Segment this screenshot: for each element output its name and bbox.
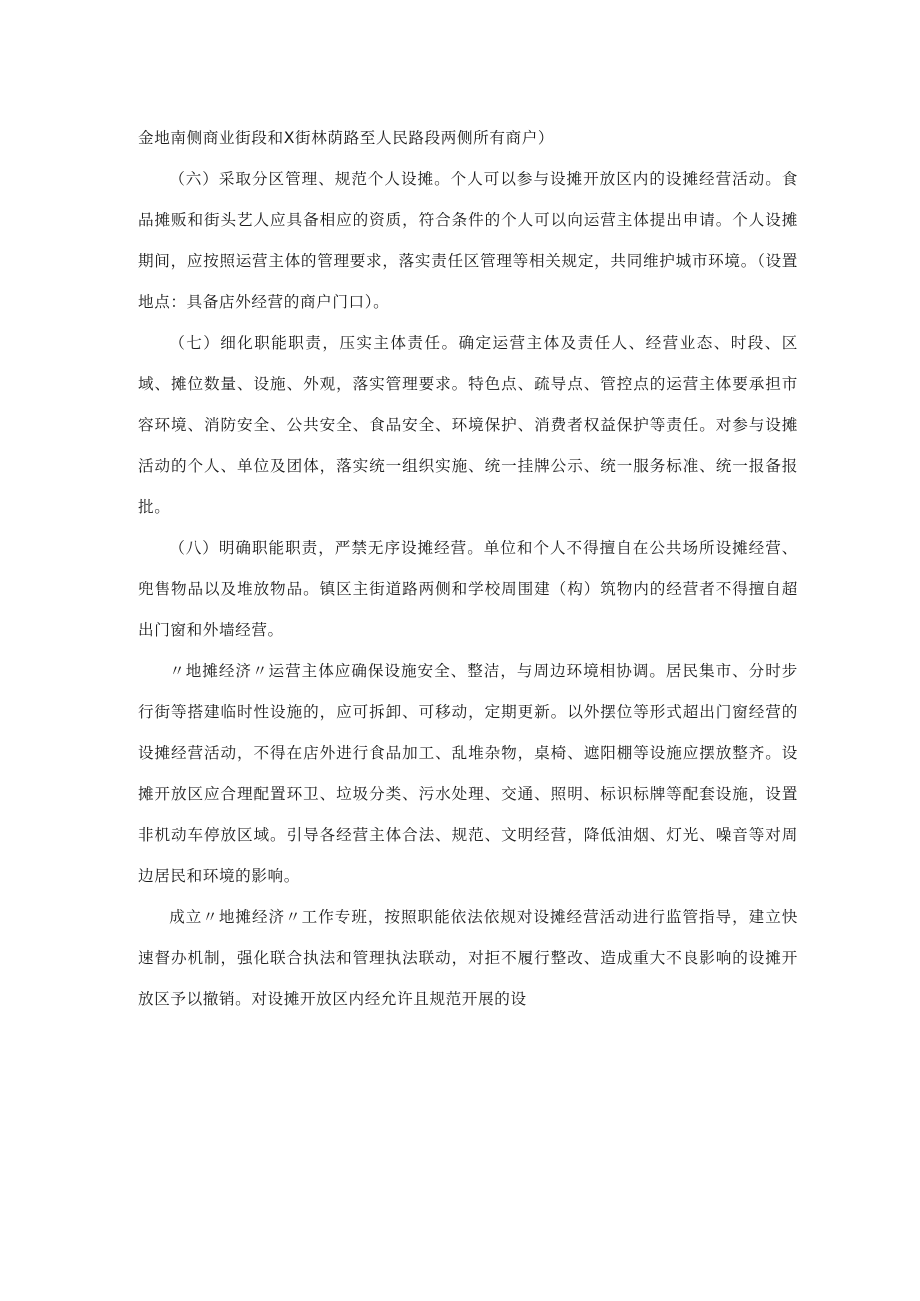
paragraph-continuation: 金地南侧商业街段和X街林荫路至人民路段两侧所有商户） [138, 129, 555, 147]
paragraph-item-7: （七）细化职能职责，压实主体责任。确定运营主体及责任人、经营业态、时段、区域、摊位数量、设施、外观，落实管理要求。特色点、疏导点、管控点的运营主体要承担市容环境、消防安全、公共安全、食品安全、环境保护、消费者权益保护等责任。对参与设摊活动的个人、单位及团体，落实统一组织实施、统一挂牌公示、统一服务标准、统一报备报批。 [138, 334, 798, 516]
paragraph-item-8: （八）明确职能职责，严禁无序设摊经营。单位和个人不得擅自在公共场所设摊经营、兜售物品以及堆放物品。镇区主街道路两侧和学校周围建（构）筑物内的经营者不得擅自超出门窗和外墙经营。 [138, 539, 798, 639]
paragraph-facilities: 〃地摊经济〃运营主体应确保设施安全、整洁，与周边环境相协调。居民集市、分时步行街等搭建临时性设施的，应可拆卸、可移动，定期更新。以外摆位等形式超出门窗经营的设摊经营活动，不得在店外进行食品加工、乱堆杂物，桌椅、遮阳棚等设施应摆放整齐。设摊开放区应合理配置环卫、垃圾分类、污水处理、交通、照明、标识标牌等配套设施，设置非机动车停放区域。引导各经营主体合法、规范、文明经营，降低油烟、灯光、噪音等对周边居民和环境的影响。 [138, 662, 798, 885]
paragraph-item-6: （六）采取分区管理、规范个人设摊。个人可以参与设摊开放区内的设摊经营活动。食品摊贩和街头艺人应具备相应的资质，符合条件的个人可以向运营主体提出申请。个人设摊期间，应按照运营主体的管理要求，落实责任区管理等相关规定，共同维护城市环境。（设置地点：具备店外经营的商户门口）。 [138, 170, 798, 311]
document-body [138, 118, 798, 1020]
paragraph-task-force: 成立〃地摊经济〃工作专班，按照职能依法依规对设摊经营活动进行监管指导，建立快速督办机制，强化联合执法和管理执法联动，对拒不履行整改、造成重大不良影响的设摊开放区予以撤销。对设摊开放区内经允许且规范开展的设 [138, 908, 798, 1008]
